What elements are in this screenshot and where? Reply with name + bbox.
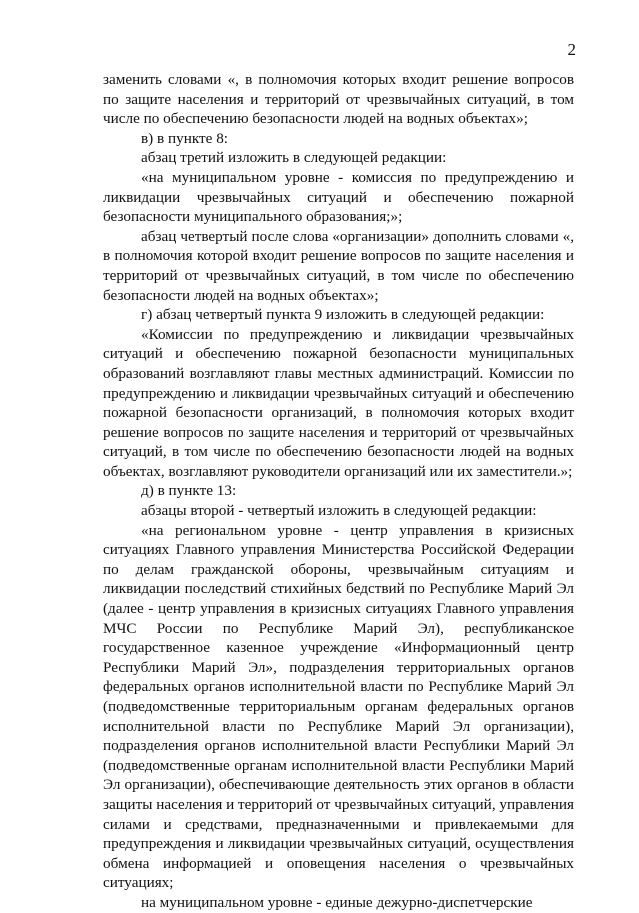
paragraph: д) в пункте 13: bbox=[141, 482, 237, 500]
paragraph: в) в пункте 8: bbox=[141, 129, 229, 147]
paragraph: г) абзац четвертый пункта 9 изложить в следующей редакции: bbox=[141, 306, 545, 324]
document-body bbox=[103, 70, 574, 913]
paragraph: абзац третий изложить в следующей редакции: bbox=[141, 149, 447, 167]
paragraph: «Комиссии по предупреждению и ликвидации чрезвычайных ситуаций и обеспечению пожарной безопасности муниципальных образований возглавляют главы местных администраций. Комиссии по предупреждению и ликвидации чрезвычайных ситуаций и обеспечению пожарной безопасности организаций, в полномочия которых входит решение вопросов по защите населения и территорий от чрезвычайных ситуаций, в том числе по обеспечению безопасности людей на водных объектах, возглавляют руководители организаций или их заместители.»; bbox=[103, 325, 574, 480]
paragraph: заменить словами «, в полномочия которых входит решение вопросов по защите населения и территорий от чрезвычайных ситуаций, в том числе по обеспечению безопасности людей на водных объектах»; bbox=[103, 71, 574, 128]
paragraph: абзац четвертый после слова «организации» дополнить словами «, в полномочия которой входит решение вопросов по защите населения и территорий от чрезвычайных ситуаций, в том числе по обеспечению безопасности людей на водных объектах»; bbox=[103, 227, 574, 304]
paragraph: «на муниципальном уровне - комиссия по предупреждению и ликвидации чрезвычайных ситуаций и обеспечению пожарной безопасности муниципального образования;»; bbox=[103, 168, 574, 226]
page-number: 2 bbox=[567, 40, 576, 59]
paragraph: «на региональном уровне - центр управления в кризисных ситуациях Главного управления Министерства Российской Федерации по делам гражданской обороны, чрезвычайным ситуациям и ликвидации последствий стихийных бедствий по Республике Марий Эл (далее - центр управления в кризисных ситуациях Главного управления МЧС России по Республике Марий Эл), республиканское государственное казенное учреждение «Информационный центр Республики Марий Эл», подразделения территориальных органов федеральных органов исполнительной власти по Республике Марий Эл (подведомственные территориальным органам федеральных органов исполнительной власти по Республике Марий Эл организации), подразделения органов исполнительной власти Республики Марий Эл (подведомственные органам исполнительной власти Республики Марий Эл организации), обеспечивающие деятельность этих органов в области защиты населения и территорий от чрезвычайных ситуаций, управления силами и средствами, предназначенными и привлекаемыми для предупреждения и ликвидации чрезвычайных ситуаций, осуществления обмена информацией и оповещения населения о чрезвычайных ситуациях; bbox=[103, 521, 574, 892]
paragraph: на муниципальном уровне - единые дежурно-диспетчерские bbox=[141, 893, 533, 911]
paragraph: абзацы второй - четвертый изложить в следующей редакции: bbox=[141, 502, 537, 520]
